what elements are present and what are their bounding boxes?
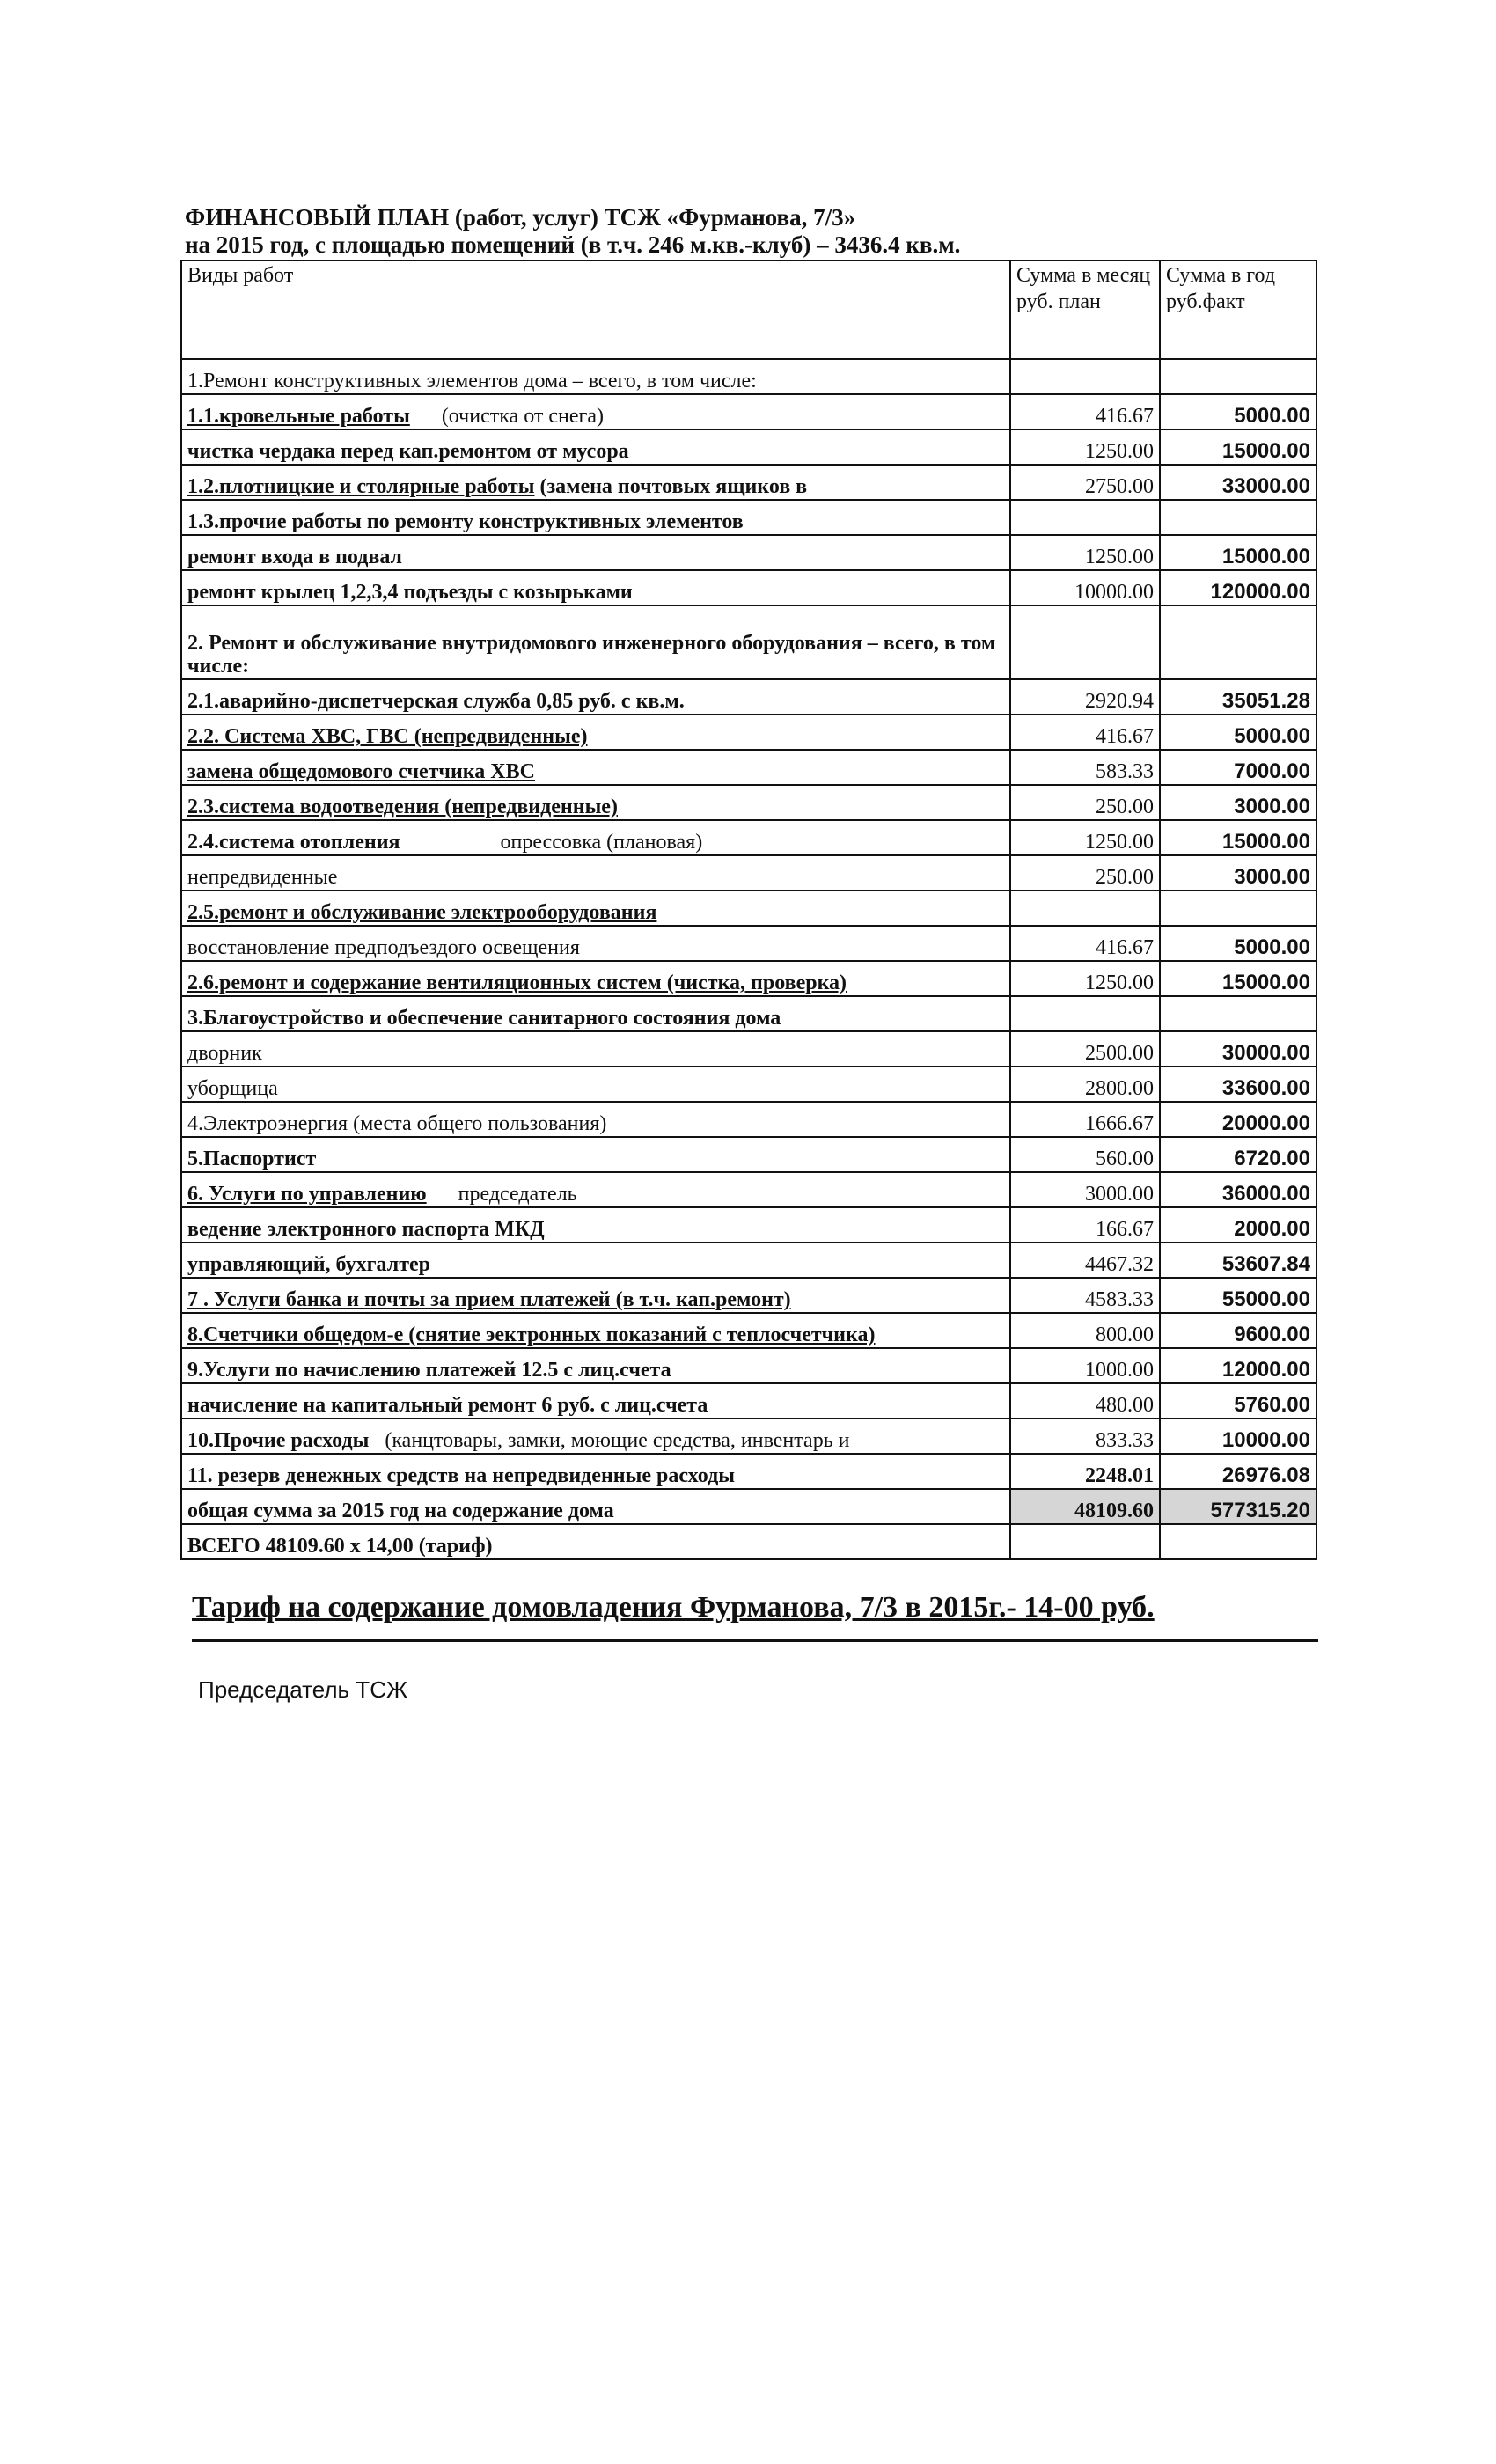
table-row <box>181 750 1316 785</box>
financial-plan-table <box>180 260 1317 1560</box>
row-year: 15000.00 <box>1160 535 1316 570</box>
row-month: 3000.00 <box>1010 1172 1160 1207</box>
row-label: 10.Прочие расходы <box>187 1429 370 1452</box>
row-year: 26976.08 <box>1160 1454 1316 1489</box>
row-label: чистка чердака перед кап.ремонтом от мусора <box>181 429 1010 465</box>
row-year <box>1160 605 1316 679</box>
row-label: 2.6.ремонт и содержание вентиляционных систем (чистка, проверка) <box>181 961 1010 996</box>
header-work-types: Виды работ <box>181 260 1010 359</box>
row-month: 1250.00 <box>1010 429 1160 465</box>
row-note: председатель <box>458 1183 577 1206</box>
row-month: 250.00 <box>1010 855 1160 891</box>
row-year: 5760.00 <box>1160 1383 1316 1419</box>
row-year <box>1160 996 1316 1031</box>
row-year: 15000.00 <box>1160 961 1316 996</box>
table-row <box>181 996 1316 1031</box>
row-month: 166.67 <box>1010 1207 1160 1243</box>
table-row <box>181 1348 1316 1383</box>
row-year: 577315.20 <box>1160 1489 1316 1524</box>
table-row-grand-total <box>181 1524 1316 1559</box>
row-year: 15000.00 <box>1160 429 1316 465</box>
row-note: (очистка от снега) <box>441 405 604 428</box>
row-month <box>1010 605 1160 679</box>
tariff-underline-rule <box>192 1639 1318 1642</box>
row-label: непредвиденные <box>181 855 1010 891</box>
table-row <box>181 1172 1316 1207</box>
table-row <box>181 465 1316 500</box>
row-label-cell <box>181 1419 1010 1454</box>
row-month <box>1010 359 1160 394</box>
row-year: 7000.00 <box>1160 750 1316 785</box>
row-month: 1250.00 <box>1010 535 1160 570</box>
table-row <box>181 394 1316 429</box>
table-row <box>181 1454 1316 1489</box>
row-month <box>1010 891 1160 926</box>
table-row <box>181 429 1316 465</box>
table-row <box>181 570 1316 605</box>
row-label: начисление на капитальный ремонт 6 руб. с лиц.счета <box>181 1383 1010 1419</box>
table-row <box>181 679 1316 715</box>
row-label-cell <box>181 394 1010 429</box>
row-note: (замена почтовых ящиков в <box>539 475 808 498</box>
table-row <box>181 500 1316 535</box>
row-month: 2920.94 <box>1010 679 1160 715</box>
row-year: 3000.00 <box>1160 785 1316 820</box>
row-year: 30000.00 <box>1160 1031 1316 1067</box>
row-year <box>1160 359 1316 394</box>
row-year <box>1160 500 1316 535</box>
row-month: 2800.00 <box>1010 1067 1160 1102</box>
row-year: 33600.00 <box>1160 1067 1316 1102</box>
row-label: 1.1.кровельные работы <box>187 405 410 428</box>
header-year-sum: Сумма в год руб.факт <box>1160 260 1316 359</box>
row-year: 120000.00 <box>1160 570 1316 605</box>
row-month: 4467.32 <box>1010 1243 1160 1278</box>
row-year: 10000.00 <box>1160 1419 1316 1454</box>
row-note: (канцтовары, замки, моющие средства, инвентарь и <box>385 1429 850 1452</box>
row-month: 1250.00 <box>1010 961 1160 996</box>
table-header-row <box>181 260 1316 359</box>
row-label: ведение электронного паспорта МКД <box>181 1207 1010 1243</box>
row-month: 4583.33 <box>1010 1278 1160 1313</box>
row-note: опрессовка (плановая) <box>500 831 703 854</box>
row-year: 3000.00 <box>1160 855 1316 891</box>
table-row <box>181 535 1316 570</box>
row-month: 480.00 <box>1010 1383 1160 1419</box>
row-label: 4.Электроэнергия (места общего пользования) <box>181 1102 1010 1137</box>
row-label: 9.Услуги по начислению платежей 12.5 с лиц.счета <box>181 1348 1010 1383</box>
table-row <box>181 605 1316 679</box>
row-year: 35051.28 <box>1160 679 1316 715</box>
row-label-cell <box>181 820 1010 855</box>
row-month: 1000.00 <box>1010 1348 1160 1383</box>
row-month: 250.00 <box>1010 785 1160 820</box>
table-row <box>181 961 1316 996</box>
row-year: 53607.84 <box>1160 1243 1316 1278</box>
row-month: 10000.00 <box>1010 570 1160 605</box>
row-label: восстановление предподъездого освещения <box>181 926 1010 961</box>
header-month-sum: Сумма в месяц руб. план <box>1010 260 1160 359</box>
signature-label: Председатель ТСЖ <box>198 1676 407 1703</box>
row-year: 5000.00 <box>1160 715 1316 750</box>
row-month: 416.67 <box>1010 926 1160 961</box>
row-month <box>1010 996 1160 1031</box>
row-month: 560.00 <box>1010 1137 1160 1172</box>
row-label: 6. Услуги по управлению <box>187 1183 427 1206</box>
row-month: 800.00 <box>1010 1313 1160 1348</box>
row-month: 2248.01 <box>1010 1454 1160 1489</box>
table-row <box>181 359 1316 394</box>
row-label: управляющий, бухгалтер <box>181 1243 1010 1278</box>
row-label: 1.Ремонт конструктивных элементов дома – всего, в том числе: <box>181 359 1010 394</box>
row-month: 48109.60 <box>1010 1489 1160 1524</box>
title-line-1: ФИНАНСОВЫЙ ПЛАН (работ, услуг) ТСЖ «Фурманова, 7/3» <box>185 204 856 231</box>
row-label: 8.Счетчики общедом-е (снятие эектронных показаний с теплосчетчика) <box>181 1313 1010 1348</box>
row-label: 5.Паспортист <box>181 1137 1010 1172</box>
table-row <box>181 1067 1316 1102</box>
row-label: ремонт крылец 1,2,3,4 подъезды с козырьками <box>181 570 1010 605</box>
table-row <box>181 1419 1316 1454</box>
row-month: 2750.00 <box>1010 465 1160 500</box>
table-row-total <box>181 1489 1316 1524</box>
table-row <box>181 715 1316 750</box>
row-year: 33000.00 <box>1160 465 1316 500</box>
row-month: 1250.00 <box>1010 820 1160 855</box>
row-year: 6720.00 <box>1160 1137 1316 1172</box>
table-row <box>181 1278 1316 1313</box>
row-label-cell <box>181 1172 1010 1207</box>
table-row <box>181 1243 1316 1278</box>
row-label: 2.1.аварийно-диспетчерская служба 0,85 руб. с кв.м. <box>181 679 1010 715</box>
document-title <box>185 204 1153 259</box>
title-line-2: на 2015 год, с площадью помещений (в т.ч. 246 м.кв.-клуб) – 3436.4 кв.м. <box>185 231 961 258</box>
row-label: 1.2.плотницкие и столярные работы <box>187 475 535 498</box>
row-month: 416.67 <box>1010 394 1160 429</box>
row-label: дворник <box>181 1031 1010 1067</box>
row-year: 5000.00 <box>1160 394 1316 429</box>
row-year: 2000.00 <box>1160 1207 1316 1243</box>
tariff-statement: Тариф на содержание домовладения Фурманова, 7/3 в 2015г.- 14-00 руб. <box>192 1591 1155 1624</box>
row-year: 9600.00 <box>1160 1313 1316 1348</box>
row-year: 20000.00 <box>1160 1102 1316 1137</box>
row-label: ремонт входа в подвал <box>181 535 1010 570</box>
row-label: 2.2. Система ХВС, ГВС (непредвиденные) <box>181 715 1010 750</box>
row-label: 2.4.система отопления <box>187 831 400 854</box>
row-month: 416.67 <box>1010 715 1160 750</box>
row-month <box>1010 1524 1160 1559</box>
row-label-cell <box>181 465 1010 500</box>
row-month: 833.33 <box>1010 1419 1160 1454</box>
table-row <box>181 1102 1316 1137</box>
row-month: 583.33 <box>1010 750 1160 785</box>
row-label: замена общедомового счетчика ХВС <box>181 750 1010 785</box>
row-year: 55000.00 <box>1160 1278 1316 1313</box>
row-label: 2. Ремонт и обслуживание внутридомового инженерного оборудования – всего, в том числе: <box>181 605 1010 679</box>
row-month: 2500.00 <box>1010 1031 1160 1067</box>
table-row <box>181 1031 1316 1067</box>
row-label: 2.3.система водоотведения (непредвиденные) <box>181 785 1010 820</box>
row-label: 11. резерв денежных средств на непредвиденные расходы <box>181 1454 1010 1489</box>
row-label: ВСЕГО 48109.60 х 14,00 (тариф) <box>181 1524 1010 1559</box>
table-row <box>181 1207 1316 1243</box>
table-row <box>181 820 1316 855</box>
table-row <box>181 785 1316 820</box>
row-year: 5000.00 <box>1160 926 1316 961</box>
row-year: 15000.00 <box>1160 820 1316 855</box>
row-label: уборщица <box>181 1067 1010 1102</box>
table-row <box>181 1137 1316 1172</box>
row-label: 3.Благоустройство и обеспечение санитарного состояния дома <box>181 996 1010 1031</box>
row-label: 2.5.ремонт и обслуживание электрооборудования <box>181 891 1010 926</box>
row-label: 1.3.прочие работы по ремонту конструктивных элементов <box>181 500 1010 535</box>
row-month: 1666.67 <box>1010 1102 1160 1137</box>
row-label: общая сумма за 2015 год на содержание дома <box>181 1489 1010 1524</box>
row-label: 7 . Услуги банка и почты за прием платежей (в т.ч. кап.ремонт) <box>181 1278 1010 1313</box>
table-row <box>181 891 1316 926</box>
row-month <box>1010 500 1160 535</box>
row-year <box>1160 1524 1316 1559</box>
row-year: 36000.00 <box>1160 1172 1316 1207</box>
table-row <box>181 855 1316 891</box>
table-row <box>181 926 1316 961</box>
row-year <box>1160 891 1316 926</box>
table-row <box>181 1383 1316 1419</box>
row-year: 12000.00 <box>1160 1348 1316 1383</box>
table-row <box>181 1313 1316 1348</box>
